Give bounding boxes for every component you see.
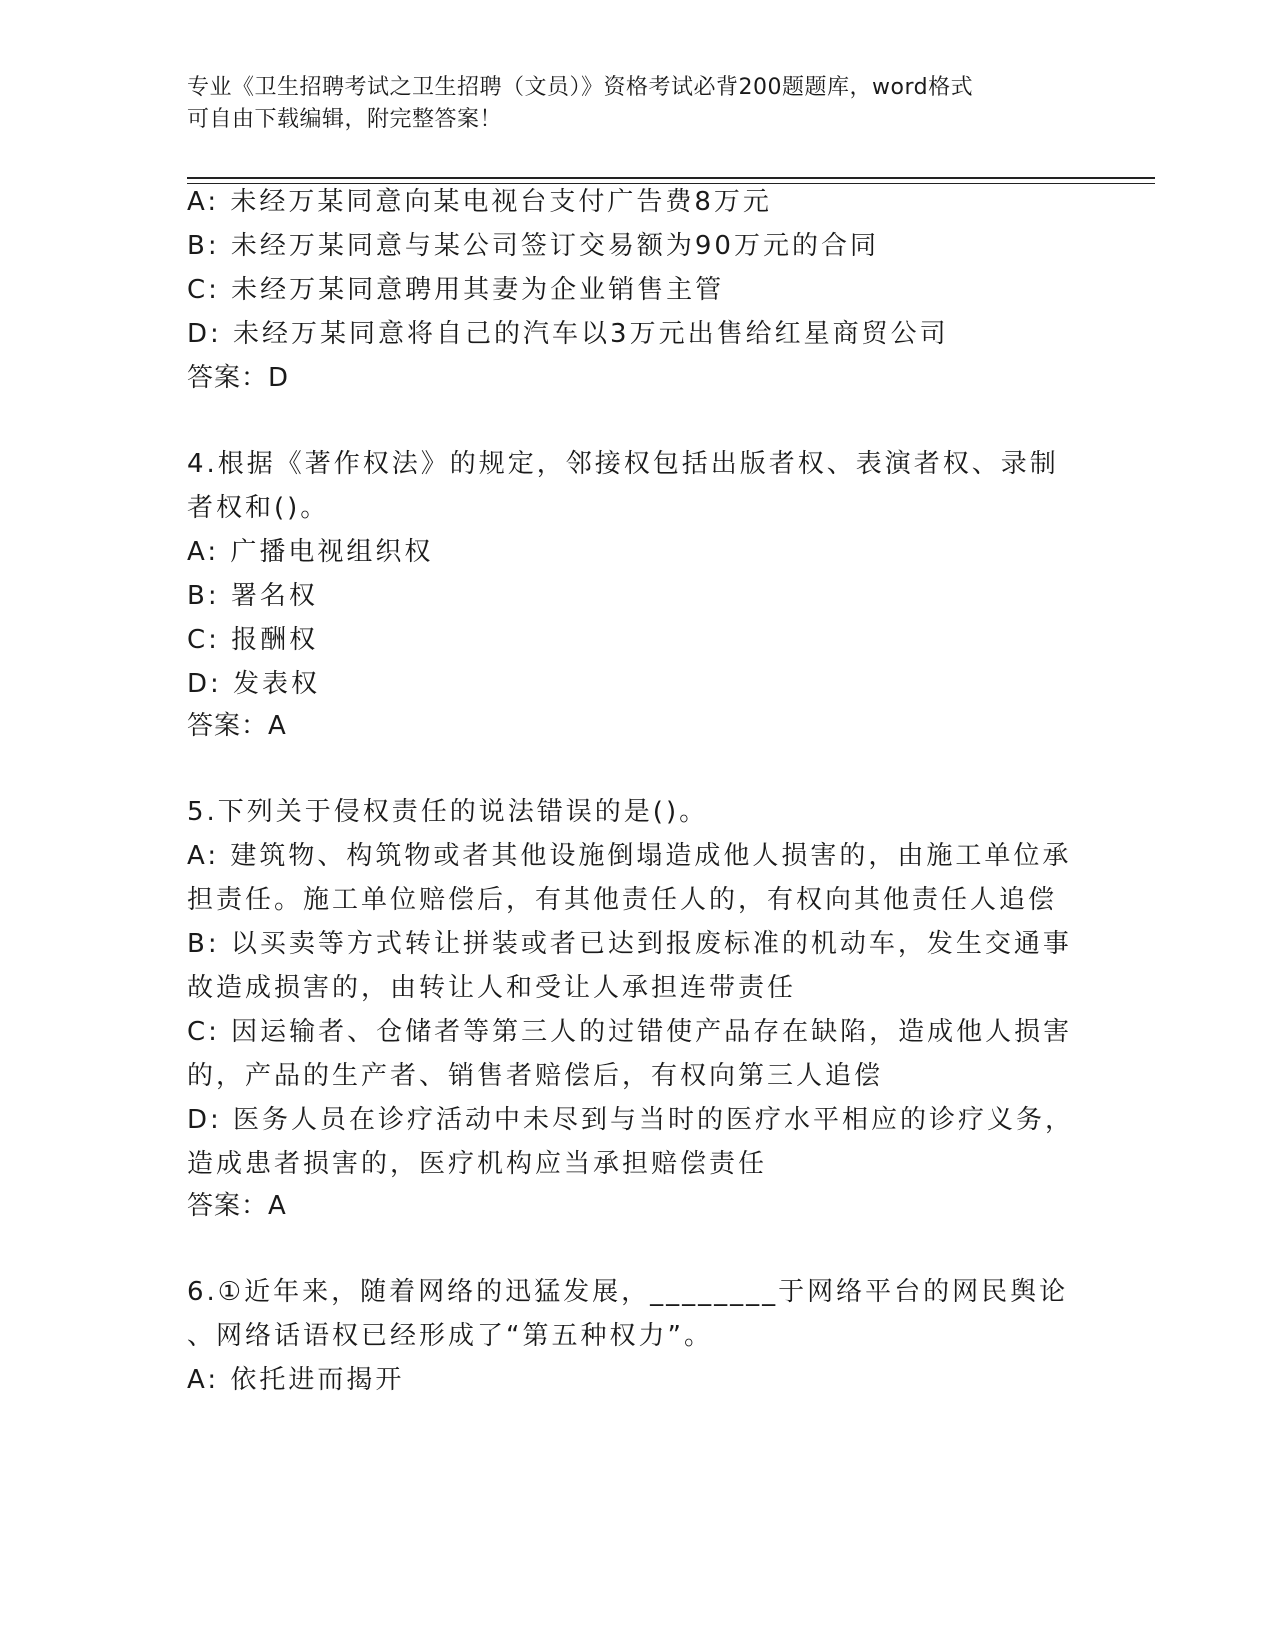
q6-option-a: A: 依托进而揭开 (187, 1365, 405, 1395)
header-rule-thick (187, 177, 1155, 179)
q3-answer: 答案：D (187, 363, 290, 393)
q4-stem-line-1: 4.根据《著作权法》的规定，邻接权包括出版者权、表演者权、录制 (187, 449, 1059, 479)
q3-option-a: A: 未经万某同意向某电视台支付广告费8万元 (187, 187, 772, 217)
document-header (187, 72, 1067, 136)
q5-option-a-line-1: A: 建筑物、构筑物或者其他设施倒塌造成他人损害的，由施工单位承 (187, 841, 1072, 871)
q3-option-d: D: 未经万某同意将自己的汽车以3万元出售给红星商贸公司 (187, 319, 949, 349)
q5-option-c-line-1: C: 因运输者、仓储者等第三人的过错使产品存在缺陷，造成他人损害 (187, 1017, 1073, 1047)
q6-stem-line-2: 、网络话语权已经形成了“第五种权力”。 (187, 1321, 713, 1351)
q5-option-b-line-2: 故造成损害的，由转让人和受让人承担连带责任 (187, 973, 797, 1003)
q5-option-d-line-2: 造成患者损害的，医疗机构应当承担赔偿责任 (187, 1149, 768, 1179)
q5-option-a-line-2: 担责任。施工单位赔偿后，有其他责任人的，有权向其他责任人追偿 (187, 885, 1058, 915)
q5-answer: 答案：A (187, 1191, 287, 1221)
q4-option-a: A: 广播电视组织权 (187, 537, 434, 567)
q4-stem-line-2: 者权和()。 (187, 493, 330, 523)
q4-answer: 答案：A (187, 711, 287, 741)
q3-option-c: C: 未经万某同意聘用其妻为企业销售主管 (187, 275, 725, 305)
q5-option-c-line-2: 的，产品的生产者、销售者赔偿后，有权向第三人追偿 (187, 1061, 884, 1091)
q4-option-b: B: 署名权 (187, 581, 318, 611)
q5-option-d-line-1: D: 医务人员在诊疗活动中未尽到与当时的医疗水平相应的诊疗义务， (187, 1105, 1075, 1135)
q4-option-d: D: 发表权 (187, 669, 321, 699)
q5-stem: 5.下列关于侵权责任的说法错误的是()。 (187, 797, 709, 827)
q3-option-b: B: 未经万某同意与某公司签订交易额为90万元的合同 (187, 231, 879, 261)
header-line-2: 可自由下载编辑，附完整答案！ (187, 107, 503, 132)
q6-stem-line-1: 6.①近年来，随着网络的迅猛发展，________于网络平台的网民舆论 (187, 1277, 1069, 1307)
header-line-1: 专业《卫生招聘考试之卫生招聘（文员）》资格考试必背200题题库，word格式 (187, 75, 974, 100)
q5-option-b-line-1: B: 以买卖等方式转让拼装或者已达到报废标准的机动车，发生交通事 (187, 929, 1072, 959)
q4-option-c: C: 报酬权 (187, 625, 319, 655)
